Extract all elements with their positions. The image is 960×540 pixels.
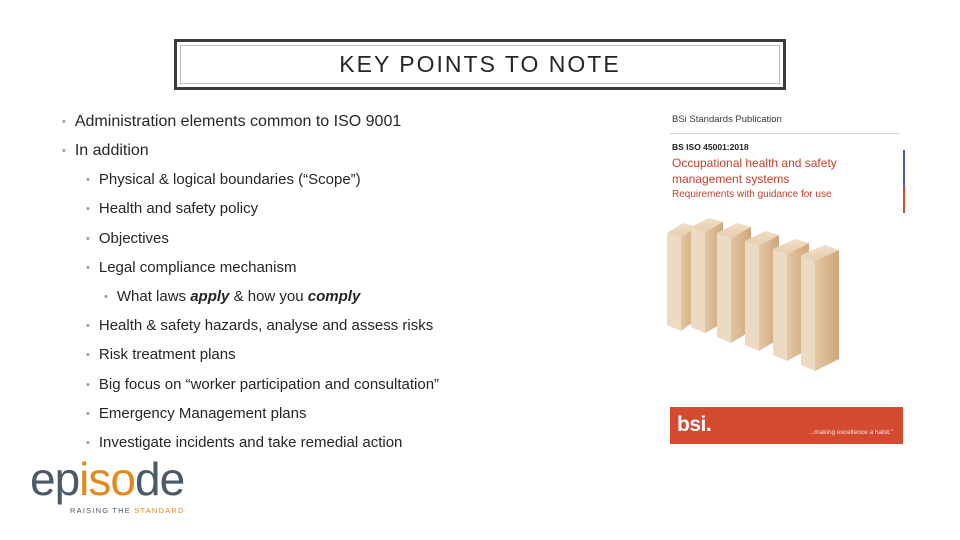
sub-bullet-item — [86, 200, 258, 217]
bullet-dot: • — [86, 232, 90, 245]
bullet-dot: • — [86, 202, 90, 215]
bullet-dot: • — [62, 145, 66, 157]
cover-standard-number: BS ISO 45001:2018 — [672, 142, 749, 152]
tagline-raising-the: RAISING THE — [70, 506, 135, 515]
bullet-text: Objectives — [98, 230, 169, 247]
bullet-dot: • — [86, 407, 90, 420]
cover-publication: BSi Standards Publication — [672, 114, 782, 125]
bullet-dot: • — [86, 261, 90, 274]
text-how-you: & how you — [229, 288, 308, 305]
bullet-dot: • — [86, 378, 90, 391]
domino-blocks-illustration — [661, 105, 903, 452]
bullet-text: Big focus on “worker participation and consultation” — [98, 376, 440, 393]
bullet-text: Emergency Management plans — [98, 405, 307, 422]
bullet-dot: • — [86, 436, 90, 449]
sub-bullet-item — [86, 171, 361, 188]
episode-logo — [30, 453, 185, 515]
bullet-text: Health and safety policy — [98, 200, 259, 217]
bullet-text: Investigate incidents and take remedial action — [98, 434, 403, 451]
text-what-laws: What laws — [116, 288, 191, 305]
sub-bullet-item — [86, 317, 433, 334]
logo-part-de: de — [134, 453, 185, 505]
bullet-dot: • — [62, 116, 66, 128]
cover-subtitle: Requirements with guidance for use — [672, 189, 832, 200]
cover-title-line1: Occupational health and safety — [672, 156, 837, 170]
bsi-tagline: ...making excellence a habit.” — [808, 429, 893, 436]
emphasis-comply: comply — [307, 288, 361, 305]
emphasis-apply: apply — [190, 288, 230, 305]
bullet-text — [117, 288, 360, 305]
logo-tagline — [70, 506, 185, 515]
bullet-text: Administration elements common to ISO 9001 — [74, 113, 402, 130]
bullet-text: In addition — [74, 142, 149, 159]
bullet-dot: • — [86, 173, 90, 186]
bsi-red-banner — [670, 407, 903, 444]
title-box — [174, 39, 786, 90]
sub-bullet-item — [86, 346, 236, 363]
logo-part-ep: ep — [30, 453, 80, 505]
bullet-dot: • — [86, 348, 90, 361]
bullet-dot: • — [86, 319, 90, 332]
cover-title-line2: management systems — [672, 172, 790, 186]
standard-cover-image — [661, 105, 903, 452]
title-inner-border — [180, 45, 780, 84]
bullet-item — [62, 113, 401, 131]
sub-bullet-item — [86, 376, 439, 393]
sub-bullet-item — [86, 230, 169, 247]
bullet-text: Risk treatment plans — [98, 346, 236, 363]
sub-sub-bullet-item — [104, 288, 360, 305]
domino-block — [801, 245, 839, 371]
bullet-dot: • — [104, 290, 108, 303]
bullet-text: Health & safety hazards, analyse and assess risks — [98, 317, 434, 334]
bullet-text: Legal compliance mechanism — [98, 259, 297, 276]
bullet-item — [62, 142, 149, 160]
slide-title: KEY POINTS TO NOTE — [339, 51, 621, 77]
sub-bullet-item — [86, 259, 296, 276]
sub-bullet-item — [86, 434, 402, 451]
sub-bullet-item — [86, 405, 306, 422]
episode-wordmark — [30, 453, 185, 505]
bullet-text: Physical & logical boundaries (“Scope”) — [98, 171, 361, 188]
logo-part-iso: iso — [79, 453, 135, 505]
bsi-logo: bsi. — [677, 413, 712, 436]
tagline-standard: STANDARD — [134, 506, 185, 515]
